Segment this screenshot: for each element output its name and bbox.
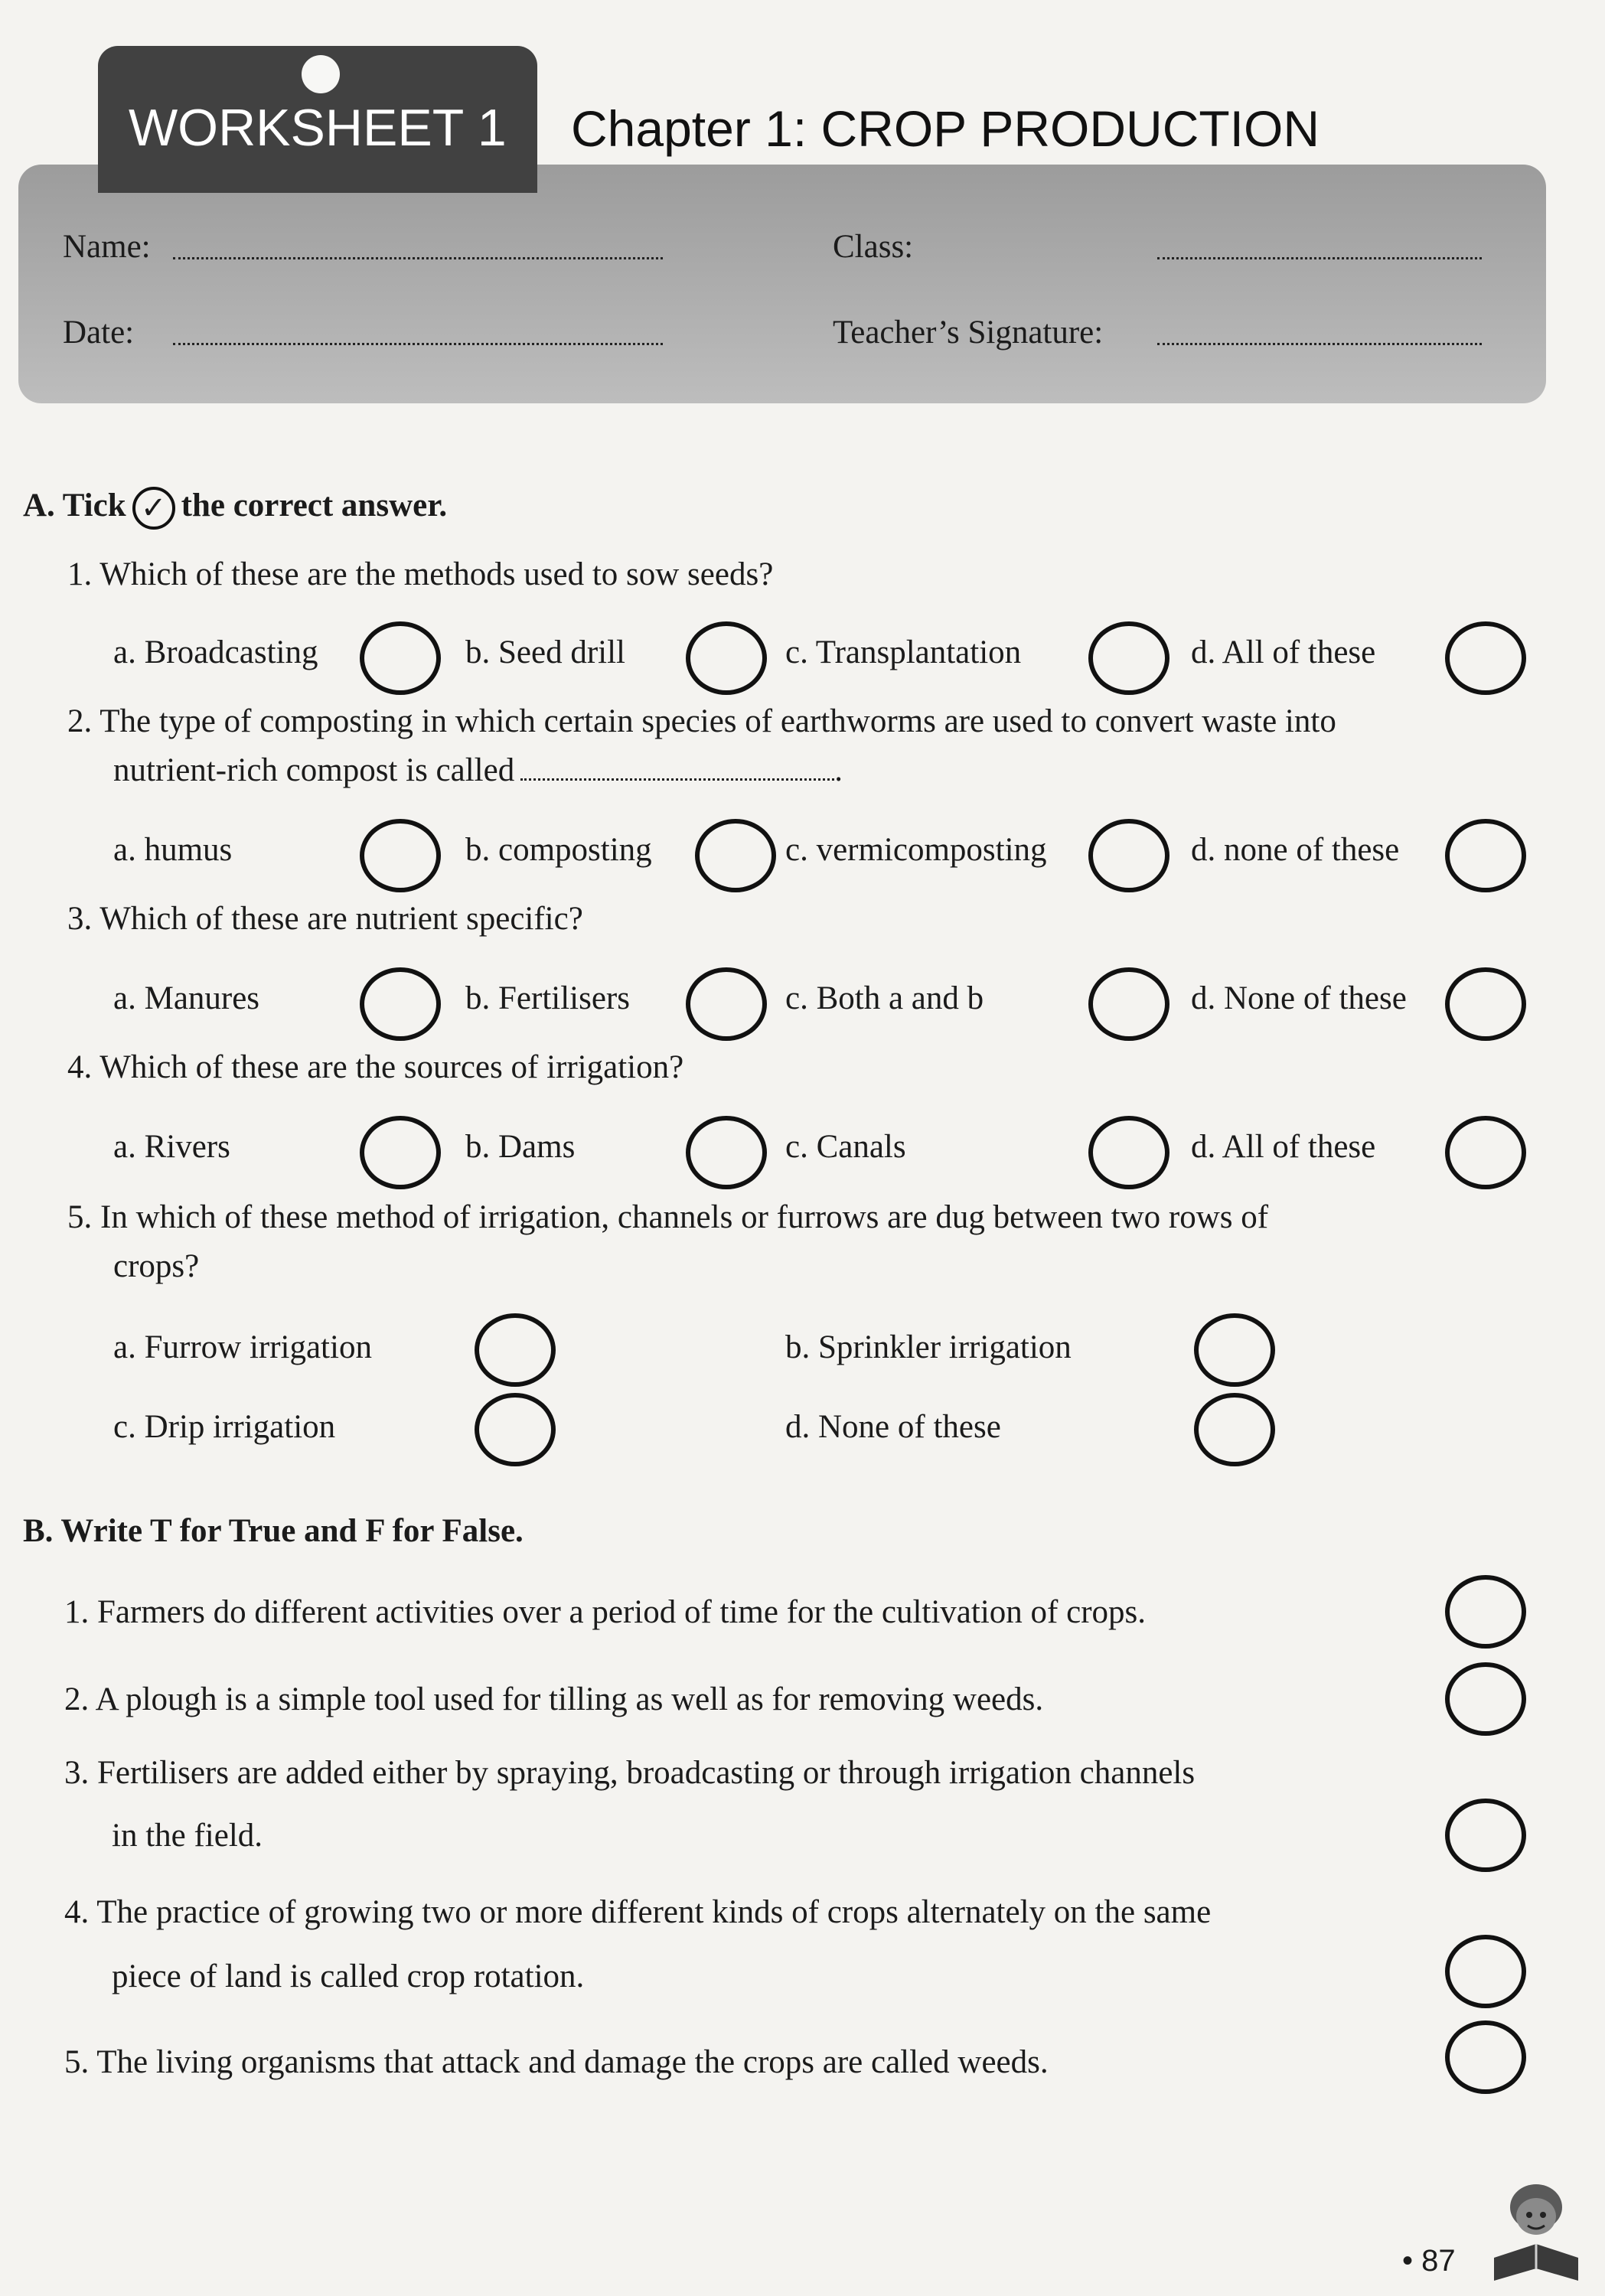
question-5 (67, 1199, 1268, 1236)
section-a-suffix: the correct answer. (181, 488, 448, 523)
option-label: b. Fertilisers (465, 980, 630, 1016)
answer-circle[interactable] (1194, 1393, 1275, 1466)
question-text: Which of these are nutrient specific? (99, 901, 583, 937)
answer-circle[interactable] (1445, 1799, 1526, 1872)
answer-circle[interactable] (1445, 2020, 1526, 2094)
option-label: d. All of these (1191, 634, 1376, 670)
statement-text: The practice of growing two or more different kinds of crops alternately on the same (96, 1894, 1212, 1930)
answer-circle[interactable] (1445, 1662, 1526, 1736)
option-label: d. All of these (1191, 1129, 1376, 1165)
option-label: a. Broadcasting (113, 634, 318, 670)
question-number: 3. (67, 901, 93, 937)
question-text: Which of these are the methods used to sow seeds? (99, 556, 774, 592)
fill-blank[interactable] (520, 778, 834, 781)
option-label: c. vermicomposting (785, 832, 1047, 868)
student-info-box (18, 165, 1546, 403)
option-label: d. None of these (1191, 980, 1407, 1016)
option-label: a. humus (113, 832, 233, 868)
option-label: c. Canals (785, 1129, 906, 1165)
name-field[interactable] (173, 257, 663, 259)
question-1 (67, 556, 773, 593)
question-text: nutrient-rich compost is called (113, 752, 515, 788)
class-label: Class: (833, 229, 914, 265)
statement-text: in the field. (112, 1818, 263, 1854)
answer-circle[interactable] (475, 1393, 556, 1466)
question-number: 2. (67, 703, 93, 739)
worksheet-label: WORKSHEET 1 (129, 99, 507, 157)
answer-circle[interactable] (475, 1313, 556, 1387)
date-field[interactable] (173, 343, 663, 345)
date-label: Date: (63, 315, 135, 351)
answer-circle[interactable] (1088, 819, 1169, 892)
answer-circle[interactable] (360, 1116, 441, 1189)
section-a-heading (23, 487, 447, 530)
answer-circle[interactable] (360, 621, 441, 695)
section-a-prefix: A. Tick (23, 488, 126, 523)
answer-circle[interactable] (686, 967, 767, 1041)
answer-circle[interactable] (1445, 819, 1526, 892)
page-number: • 87 (1402, 2244, 1456, 2278)
statement-text: piece of land is called crop rotation. (112, 1958, 585, 1994)
class-field[interactable] (1157, 257, 1482, 259)
answer-circle[interactable] (686, 1116, 767, 1189)
option-label: c. Both a and b (785, 980, 984, 1016)
question-text: Which of these are the sources of irrigation? (99, 1049, 684, 1085)
question-2 (67, 703, 1336, 740)
statement-number: 2. (64, 1681, 90, 1717)
statement-text: Farmers do different activities over a period of time for the cultivation of crops. (97, 1594, 1146, 1630)
option-label: a. Furrow irrigation (113, 1329, 372, 1365)
statement-number: 3. (64, 1755, 90, 1791)
answer-circle[interactable] (1088, 621, 1169, 695)
tick-icon: ✓ (132, 487, 175, 530)
question-number: 4. (67, 1049, 93, 1085)
option-label: c. Transplantation (785, 634, 1022, 670)
question-3 (67, 900, 583, 938)
statement-text: A plough is a simple tool used for tilling as well as for removing weeds. (95, 1681, 1044, 1717)
option-label: b. Seed drill (465, 634, 625, 670)
question-number: 1. (67, 556, 93, 592)
signature-label: Teacher’s Signature: (833, 315, 1104, 351)
option-label: a. Rivers (113, 1129, 230, 1165)
chapter-title: Chapter 1: CROP PRODUCTION (571, 100, 1320, 157)
statement-text: Fertilisers are added either by spraying, broadcasting or through irrigation channels (97, 1755, 1196, 1791)
question-number: 5. (67, 1199, 93, 1235)
question-end: . (834, 752, 843, 788)
statement-3 (64, 1754, 1195, 1792)
question-4 (67, 1049, 683, 1086)
answer-circle[interactable] (1088, 1116, 1169, 1189)
question-text: crops? (113, 1248, 200, 1284)
answer-circle[interactable] (1445, 621, 1526, 695)
statement-2 (64, 1681, 1043, 1718)
question-text: The type of composting in which certain species of earthworms are used to convert waste into (99, 703, 1336, 739)
statement-4 (64, 1893, 1211, 1931)
option-label: d. None of these (785, 1409, 1001, 1445)
statement-number: 1. (64, 1594, 90, 1630)
statement-number: 4. (64, 1894, 90, 1930)
option-label: b. composting (465, 832, 652, 868)
answer-circle[interactable] (360, 819, 441, 892)
answer-circle[interactable] (1445, 1116, 1526, 1189)
statement-number: 5. (64, 2044, 90, 2080)
reading-boy-icon (1479, 2174, 1594, 2288)
answer-circle[interactable] (1088, 967, 1169, 1041)
question-2-continued (113, 752, 843, 789)
answer-circle[interactable] (686, 621, 767, 695)
punch-hole (302, 55, 340, 93)
question-text: In which of these method of irrigation, channels or furrows are dug between two rows of (100, 1199, 1269, 1235)
answer-circle[interactable] (1194, 1313, 1275, 1387)
statement-text: The living organisms that attack and damage the crops are called weeds. (96, 2044, 1049, 2080)
answer-circle[interactable] (1445, 1575, 1526, 1649)
answer-circle[interactable] (1445, 967, 1526, 1041)
answer-circle[interactable] (695, 819, 776, 892)
section-b-heading: B. Write T for True and F for False. (23, 1513, 524, 1549)
statement-1 (64, 1593, 1146, 1631)
signature-field[interactable] (1157, 343, 1482, 345)
name-label: Name: (63, 229, 151, 265)
answer-circle[interactable] (360, 967, 441, 1041)
option-label: c. Drip irrigation (113, 1409, 336, 1445)
option-label: b. Sprinkler irrigation (785, 1329, 1072, 1365)
statement-5 (64, 2043, 1049, 2081)
option-label: b. Dams (465, 1129, 576, 1165)
answer-circle[interactable] (1445, 1935, 1526, 2008)
option-label: a. Manures (113, 980, 260, 1016)
option-label: d. none of these (1191, 832, 1400, 868)
